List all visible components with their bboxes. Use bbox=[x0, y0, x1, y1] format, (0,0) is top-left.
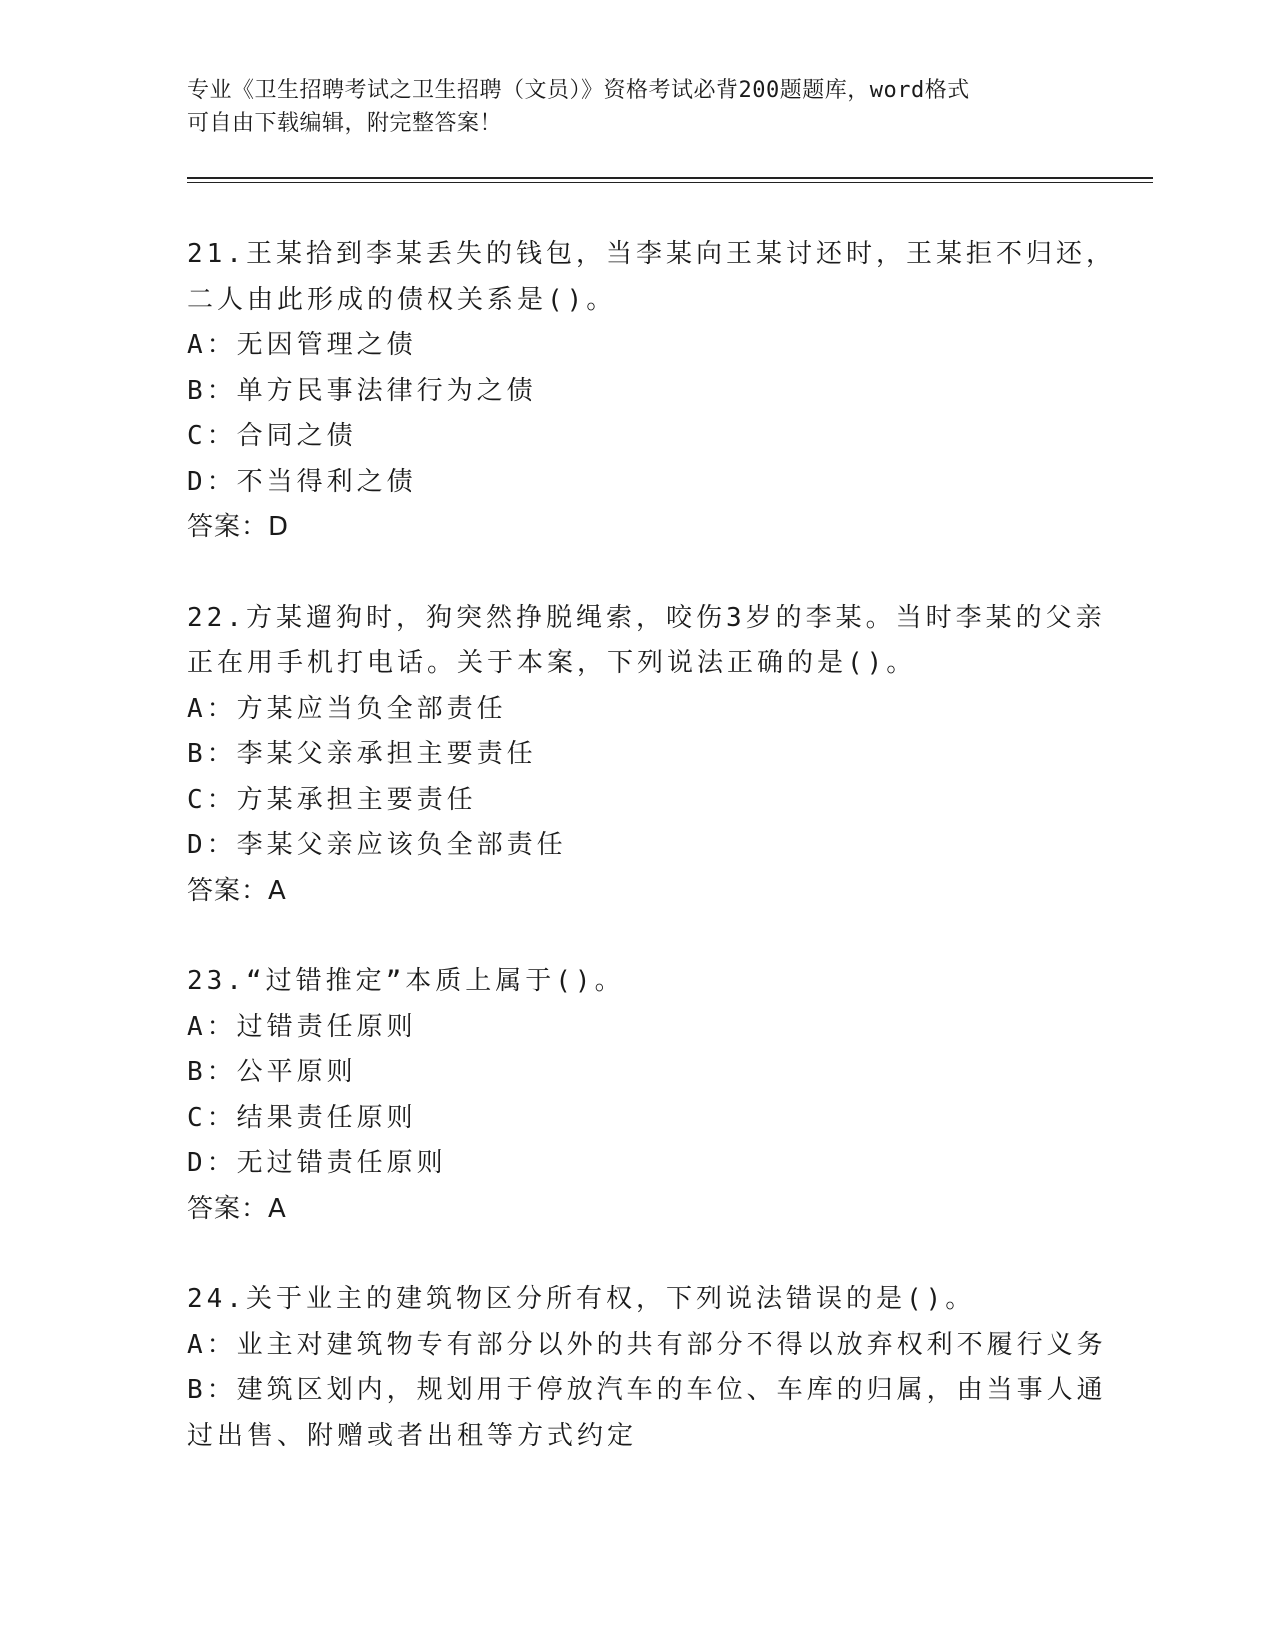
option-a: A：业主对建筑物专有部分以外的共有部分不得以放弃权利不履行义务 bbox=[187, 1329, 1107, 1360]
header-line-1: 专业《卫生招聘考试之卫生招聘（文员）》资格考试必背200题题库，word格式 bbox=[187, 78, 970, 103]
answer: 答案：D bbox=[187, 512, 290, 542]
option-b-continued: 过出售、附赠或者出租等方式约定 bbox=[187, 1420, 638, 1451]
answer: 答案：A bbox=[187, 875, 287, 906]
question-stem-line: 正在用手机打电话。关于本案，下列说法正确的是()。 bbox=[187, 648, 917, 678]
option-c: C：结果责任原则 bbox=[187, 1102, 417, 1133]
option-a: A：方某应当负全部责任 bbox=[187, 693, 507, 724]
option-d: D：李某父亲应该负全部责任 bbox=[187, 830, 567, 860]
document-header bbox=[187, 74, 1087, 140]
question-24 bbox=[187, 1277, 1107, 1459]
option-c: C：合同之债 bbox=[187, 421, 357, 451]
question-stem-line: 24.关于业主的建筑物区分所有权，下列说法错误的是()。 bbox=[187, 1284, 976, 1314]
option-b: B：单方民事法律行为之债 bbox=[187, 375, 537, 406]
question-22 bbox=[187, 596, 1106, 915]
option-b: B：李某父亲承担主要责任 bbox=[187, 739, 537, 769]
option-d: D：无过错责任原则 bbox=[187, 1148, 447, 1178]
option-b: B：建筑区划内，规划用于停放汽车的车位、车库的归属，由当事人通 bbox=[187, 1375, 1107, 1405]
question-stem-line: 21.王某拾到李某丢失的钱包，当李某向王某讨还时，王某拒不归还， bbox=[187, 239, 1116, 269]
option-b: B：公平原则 bbox=[187, 1057, 357, 1087]
option-c: C：方某承担主要责任 bbox=[187, 784, 477, 815]
answer: 答案：A bbox=[187, 1193, 287, 1224]
option-d: D：不当得利之债 bbox=[187, 466, 417, 497]
question-stem-line: 23.“过错推定”本质上属于()。 bbox=[187, 966, 625, 996]
option-a: A：过错责任原则 bbox=[187, 1011, 417, 1042]
question-21 bbox=[187, 232, 1116, 551]
question-23 bbox=[187, 959, 1087, 1232]
header-rule-thin bbox=[187, 182, 1153, 183]
question-stem-line: 二人由此形成的债权关系是()。 bbox=[187, 284, 617, 315]
question-stem-line: 22.方某遛狗时，狗突然挣脱绳索，咬伤3岁的李某。当时李某的父亲 bbox=[187, 602, 1106, 633]
option-a: A：无因管理之债 bbox=[187, 330, 417, 360]
question-list bbox=[187, 232, 1116, 1504]
header-line-2: 可自由下载编辑，附完整答案！ bbox=[187, 111, 503, 136]
header-rule-thick bbox=[187, 177, 1153, 179]
